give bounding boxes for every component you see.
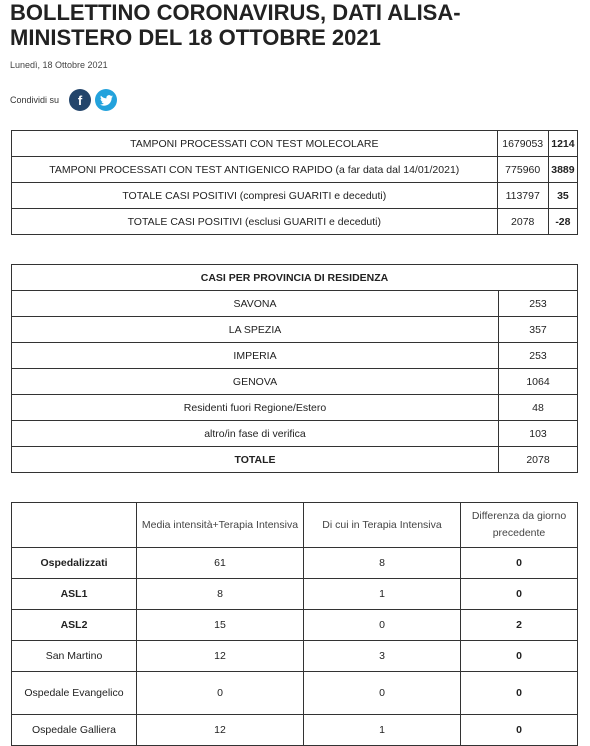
table-row xyxy=(12,291,578,317)
summary-total: 1679053 xyxy=(497,131,548,157)
ti-value: 1 xyxy=(304,715,461,746)
ti-value: 0 xyxy=(304,610,461,641)
column-header: Differenza da giorno precedente xyxy=(461,503,578,548)
province-name: IMPERIA xyxy=(12,343,499,369)
province-table xyxy=(11,264,578,473)
media-value: 12 xyxy=(137,715,304,746)
summary-label: TOTALE CASI POSITIVI (esclusi GUARITI e deceduti) xyxy=(12,209,498,235)
province-value: 253 xyxy=(499,343,578,369)
summary-total: 113797 xyxy=(497,183,548,209)
media-value: 12 xyxy=(137,641,304,672)
hospital-name: San Martino xyxy=(12,641,137,672)
column-header xyxy=(12,503,137,548)
summary-delta: 35 xyxy=(548,183,577,209)
table-row xyxy=(12,183,578,209)
summary-table xyxy=(11,130,578,235)
diff-value: 0 xyxy=(461,672,578,715)
province-name: SAVONA xyxy=(12,291,499,317)
column-header: Di cui in Terapia Intensiva xyxy=(304,503,461,548)
ti-value: 8 xyxy=(304,548,461,579)
diff-value: 0 xyxy=(461,548,578,579)
share-label: Condividi su xyxy=(10,95,60,105)
hospital-name: ASL1 xyxy=(12,579,137,610)
province-table-header: CASI PER PROVINCIA DI RESIDENZA xyxy=(12,265,578,291)
page-title: BOLLETTINO CORONAVIRUS, DATI ALISA-MINISTERO DEL 18 OTTOBRE 2021 xyxy=(10,0,461,50)
summary-label: TOTALE CASI POSITIVI (compresi GUARITI e deceduti) xyxy=(12,183,498,209)
table-row xyxy=(12,317,578,343)
facebook-icon[interactable]: f xyxy=(69,89,91,111)
summary-delta: 1214 xyxy=(548,131,577,157)
share-bar xyxy=(10,88,121,112)
hospital-name: Ospedalizzati xyxy=(12,548,137,579)
table-row xyxy=(12,548,578,579)
province-value: 253 xyxy=(499,291,578,317)
province-value: 103 xyxy=(499,421,578,447)
table-row xyxy=(12,421,578,447)
summary-delta: 3889 xyxy=(548,157,577,183)
summary-total: 2078 xyxy=(497,209,548,235)
diff-value: 2 xyxy=(461,610,578,641)
media-value: 8 xyxy=(137,579,304,610)
summary-delta: -28 xyxy=(548,209,577,235)
column-header: Media intensità+Terapia Intensiva xyxy=(137,503,304,548)
table-row xyxy=(12,369,578,395)
table-row xyxy=(12,157,578,183)
ti-value: 0 xyxy=(304,672,461,715)
hospital-name: ASL2 xyxy=(12,610,137,641)
table-row xyxy=(12,131,578,157)
ti-value: 3 xyxy=(304,641,461,672)
table-row xyxy=(12,395,578,421)
table-row xyxy=(12,610,578,641)
table-row xyxy=(12,715,578,746)
hospital-name: Ospedale Galliera xyxy=(12,715,137,746)
diff-value: 0 xyxy=(461,579,578,610)
media-value: 15 xyxy=(137,610,304,641)
total-label: TOTALE xyxy=(12,447,499,473)
table-row xyxy=(12,672,578,715)
hospital-table xyxy=(11,502,578,746)
media-value: 61 xyxy=(137,548,304,579)
ti-value: 1 xyxy=(304,579,461,610)
hospital-name: Ospedale Evangelico xyxy=(12,672,137,715)
publish-date: Lunedì, 18 Ottobre 2021 xyxy=(10,60,108,70)
province-value: 1064 xyxy=(499,369,578,395)
summary-label: TAMPONI PROCESSATI CON TEST ANTIGENICO RAPIDO (a far data dal 14/01/2021) xyxy=(12,157,498,183)
province-name: Residenti fuori Regione/Estero xyxy=(12,395,499,421)
province-name: altro/in fase di verifica xyxy=(12,421,499,447)
twitter-icon[interactable] xyxy=(95,89,117,111)
diff-value: 0 xyxy=(461,715,578,746)
province-value: 357 xyxy=(499,317,578,343)
table-row xyxy=(12,641,578,672)
summary-label: TAMPONI PROCESSATI CON TEST MOLECOLARE xyxy=(12,131,498,157)
diff-value: 0 xyxy=(461,641,578,672)
province-value: 48 xyxy=(499,395,578,421)
summary-total: 775960 xyxy=(497,157,548,183)
province-name: LA SPEZIA xyxy=(12,317,499,343)
media-value: 0 xyxy=(137,672,304,715)
table-row xyxy=(12,579,578,610)
table-row xyxy=(12,343,578,369)
province-name: GENOVA xyxy=(12,369,499,395)
table-row xyxy=(12,209,578,235)
total-value: 2078 xyxy=(499,447,578,473)
total-row xyxy=(12,447,578,473)
